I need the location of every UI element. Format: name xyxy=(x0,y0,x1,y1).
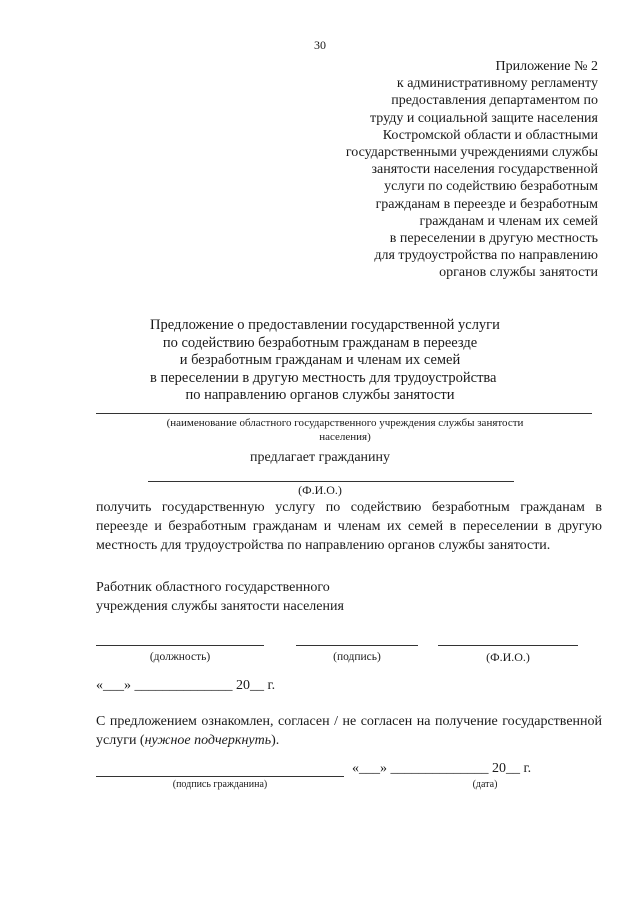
date-open-quote: « xyxy=(96,678,103,693)
appendix-header xyxy=(298,58,598,282)
appendix-line: органов службы занятости xyxy=(439,265,598,281)
offers-text: предлагает гражданину xyxy=(249,450,391,465)
appendix-title: Приложение № 2 xyxy=(495,59,598,74)
consent-text-after: на получение государственной услуги ( xyxy=(96,714,603,748)
date-day-blank[interactable]: ___ xyxy=(103,678,124,693)
document-title-line: и безработным гражданам и членам их семей xyxy=(179,352,461,369)
appendix-line: предоставления департаментом по xyxy=(391,93,598,109)
date-month-blank[interactable]: ______________ xyxy=(134,678,233,693)
worker-fio-caption: (Ф.И.О.) xyxy=(486,650,530,664)
citizen-signature-caption: (подпись гражданина) xyxy=(172,779,268,790)
bottom-open-quote: « xyxy=(352,761,359,776)
appendix-line: государственными учреждениями службы xyxy=(345,145,598,161)
document-title-line: в переселении в другую местность для трудоустройства xyxy=(150,369,497,386)
appendix-line: гражданам в переезде и безработным xyxy=(375,196,598,212)
signature-line[interactable] xyxy=(296,645,418,646)
page-number: 30 xyxy=(314,38,326,52)
appendix-line: для трудоустройства по направлению xyxy=(374,248,598,264)
bottom-month-blank[interactable]: ______________ xyxy=(390,761,489,776)
signature-caption: (подпись) xyxy=(333,651,381,663)
document-title-line: по содействию безработным гражданам в переезде xyxy=(162,334,478,351)
consent-slash: / xyxy=(329,714,343,729)
consent-text-end: ). xyxy=(271,733,280,748)
position-caption: (должность) xyxy=(149,651,211,663)
appendix-line: труду и социальной защите населения xyxy=(369,110,598,126)
date-close-quote: » xyxy=(124,678,131,693)
bottom-date[interactable] xyxy=(352,761,531,777)
date-line[interactable] xyxy=(96,678,275,694)
appendix-line: гражданам и членам их семей xyxy=(419,213,598,229)
consent-text-before: С предложением ознакомлен, согласен xyxy=(96,714,330,729)
citizen-signature-line[interactable] xyxy=(96,776,344,777)
appendix-line: занятости населения государственной xyxy=(371,162,598,178)
worker-line-2: учреждения службы занятости населения xyxy=(96,599,344,614)
offer-body: получить государственную услугу по содействию безработным гражданам в переезде и безработным гражданам и членам их семей в переселении в другую местность для трудоустройства по направлению органов службы занятости. xyxy=(96,500,602,553)
bottom-close-quote: » xyxy=(380,761,387,776)
date-year: 20__ г. xyxy=(236,678,276,693)
consent-paragraph xyxy=(96,712,602,750)
fio-caption: (Ф.И.О.) xyxy=(298,483,342,497)
worker-line-1: Работник областного государственного xyxy=(96,580,330,595)
institution-name-line[interactable] xyxy=(96,413,592,414)
bottom-year: 20__ г. xyxy=(492,761,532,776)
position-line[interactable] xyxy=(96,645,264,646)
document-title-line: по направлению органов службы занятости xyxy=(185,387,455,404)
document-title-line: Предложение о предоставлении государственной услуги xyxy=(150,317,500,333)
document-title xyxy=(150,317,500,405)
bottom-day-blank[interactable]: ___ xyxy=(359,761,380,776)
citizen-fio-line[interactable] xyxy=(148,481,514,482)
appendix-line: к административному регламенту xyxy=(396,76,598,92)
consent-text-not: не согласен xyxy=(342,714,413,729)
institution-caption: (наименование областного государственного учреждения службы занятости населения) xyxy=(166,417,524,443)
consent-italic-note: нужное подчеркнуть xyxy=(144,733,272,748)
date-caption: (дата) xyxy=(472,779,498,790)
worker-fio-line[interactable] xyxy=(438,645,578,646)
appendix-line: в переселении в другую местность xyxy=(389,231,598,247)
appendix-line: услуги по содействию безработным xyxy=(384,179,598,195)
appendix-line: Костромской области и областными xyxy=(382,127,598,143)
